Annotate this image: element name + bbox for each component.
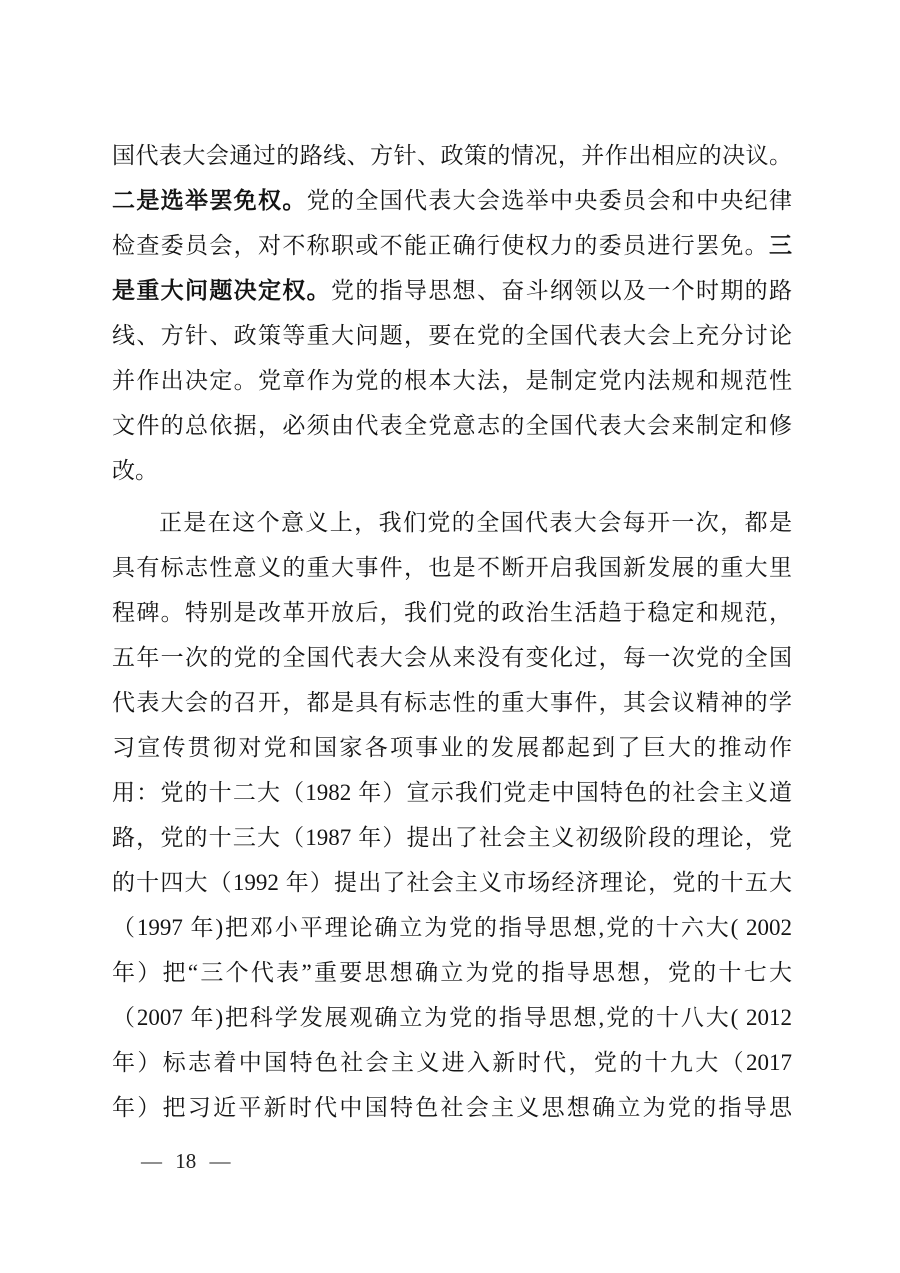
text-line (112, 1085, 792, 1130)
page-footer (137, 1149, 235, 1174)
document-text-block (112, 133, 792, 1130)
text-segment: 正是在这个意义上，我们党的全国代表大会每开一次，都是 (159, 510, 792, 535)
text-segment: 年）标志着中国特色社会主义进入新时代，党的十九大（2017 (112, 1050, 792, 1075)
text-line (112, 313, 792, 358)
text-line (112, 223, 792, 268)
text-segment: 国代表大会通过的路线、方针、政策的情况，并作出相应的决议。 (112, 143, 792, 168)
text-segment: （1997 年)把邓小平理论确立为党的指导思想,党的十六大( 2002 (112, 915, 792, 940)
text-line (112, 448, 792, 493)
text-segment: 五年一次的党的全国代表大会从来没有变化过，每一次党的全国 (112, 645, 792, 670)
text-line (112, 950, 792, 995)
text-line (112, 403, 792, 448)
text-line (112, 770, 792, 815)
text-line (112, 815, 792, 860)
text-segment: 年）把“三个代表”重要思想确立为党的指导思想，党的十七大 (112, 960, 792, 985)
text-segment: 党的全国代表大会选举中央委员会和中央纪律 (306, 188, 793, 213)
text-segment: 并作出决定。党章作为党的根本大法，是制定党内法规和规范性 (112, 368, 792, 393)
text-segment: 的十四大（1992 年）提出了社会主义市场经济理论，党的十五大 (112, 870, 792, 895)
text-segment: 线、方针、政策等重大问题，要在党的全国代表大会上充分讨论 (112, 323, 792, 348)
text-line (112, 133, 792, 178)
text-segment: 年）把习近平新时代中国特色社会主义思想确立为党的指导思 (112, 1095, 792, 1120)
text-segment: （2007 年)把科学发展观确立为党的指导思想,党的十八大( 2012 (112, 1005, 792, 1030)
bold-text-segment: 三 (769, 233, 792, 258)
text-line (112, 725, 792, 770)
text-segment: 习宣传贯彻对党和国家各项事业的发展都起到了巨大的推动作 (112, 735, 792, 760)
text-line (112, 680, 792, 725)
bold-text-segment: 是重大问题决定权。 (112, 278, 331, 303)
text-line (112, 635, 792, 680)
text-line (112, 995, 792, 1040)
text-line (112, 358, 792, 403)
text-line (112, 268, 792, 313)
text-segment: 具有标志性意义的重大事件，也是不断开启我国新发展的重大里 (112, 555, 792, 580)
bold-text-segment: 二是选举罢免权。 (112, 188, 307, 213)
text-segment: 改。 (112, 458, 158, 483)
text-line (112, 905, 792, 950)
text-line (112, 590, 792, 635)
text-segment: 用：党的十二大（1982 年）宣示我们党走中国特色的社会主义道 (112, 780, 792, 805)
text-line (112, 178, 792, 223)
page-number: 18 (175, 1149, 197, 1173)
text-line (112, 1040, 792, 1085)
text-segment: 路，党的十三大（1987 年）提出了社会主义初级阶段的理论，党 (112, 825, 792, 850)
text-segment: 文件的总依据，必须由代表全党意志的全国代表大会来制定和修 (112, 413, 792, 438)
text-segment: 程碑。特别是改革开放后，我们党的政治生活趋于稳定和规范， (112, 600, 792, 625)
text-segment: 代表大会的召开，都是具有标志性的重大事件，其会议精神的学 (112, 690, 792, 715)
text-segment: 党的指导思想、奋斗纲领以及一个时期的路 (331, 278, 793, 303)
text-line (112, 545, 792, 590)
text-segment: 检查委员会，对不称职或不能正确行使权力的委员进行罢免。 (112, 233, 769, 258)
text-line (112, 860, 792, 905)
footer-dash-left: — (141, 1149, 162, 1173)
footer-dash-right: — (209, 1149, 231, 1173)
text-line (112, 500, 792, 545)
